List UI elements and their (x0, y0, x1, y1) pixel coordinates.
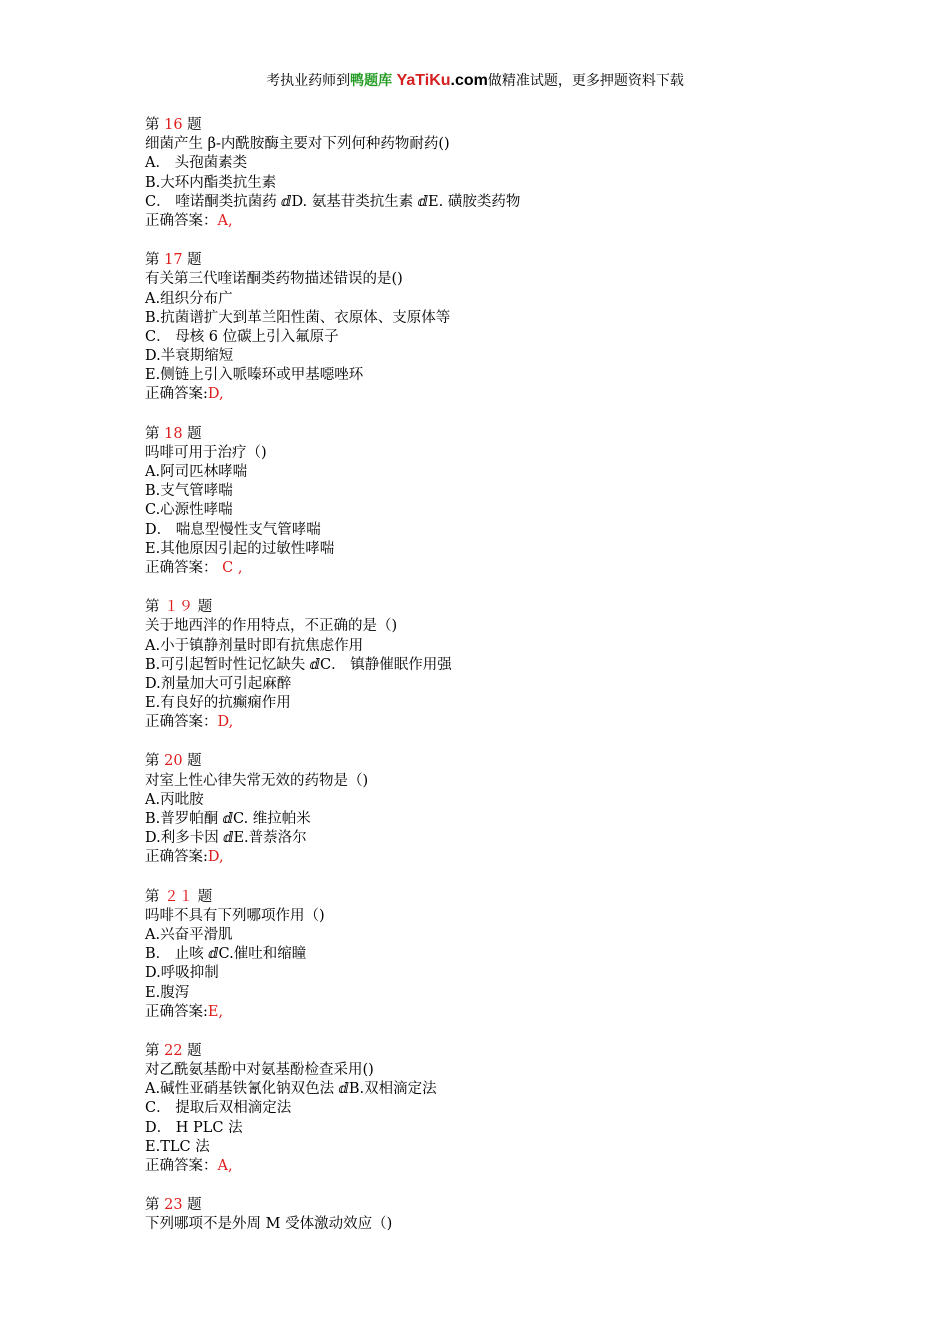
question-option: E.有良好的抗癫痫作用 (145, 695, 291, 712)
correct-answer-label: 正确答案: (145, 1003, 208, 1020)
question-title-suffix: 题 (182, 252, 202, 269)
question-option: A.组织分布广 (145, 290, 233, 307)
correct-answer-label: 正确答案： (145, 212, 218, 229)
question-block (145, 888, 905, 1022)
question-title-suffix: 题 (182, 753, 202, 770)
question-title (145, 1042, 905, 1061)
question-title-suffix: 题 (182, 425, 202, 442)
question-title-prefix: 第 (145, 117, 165, 133)
question-option: E.腹泻 (145, 984, 190, 1001)
correct-answer-label: 正确答案： (145, 714, 218, 731)
question-option: A.丙吡胺 (145, 791, 204, 808)
question-option: D.利多卡因 ⅆE.普萘洛尔 (145, 830, 307, 847)
question-title-prefix: 第 (145, 599, 165, 616)
question-stem: 下列哪项不是外周 M 受体激动效应（) (145, 1216, 393, 1233)
question-block (145, 425, 905, 579)
question-option: C． 母核 6 位碳上引入氟原子 (145, 328, 339, 345)
question-title-prefix: 第 (145, 753, 165, 770)
correct-answer-label: 正确答案: (145, 849, 208, 866)
question-option: B.大环内酯类抗生素 (145, 174, 277, 191)
correct-answer-label: 正确答案： (145, 1158, 218, 1174)
question-option: A.阿司匹林哮喘 (145, 464, 248, 480)
question-option: B． 止咳 ⅆC.催吐和缩瞳 (145, 946, 307, 963)
correct-answer-value: E, (207, 1003, 224, 1020)
header-brand-en: YaTiKu (396, 72, 451, 89)
question-title (145, 888, 905, 907)
question-stem: 对乙酰氨基酚中对氨基酚检查采用() (145, 1062, 374, 1079)
question-stem: 细菌产生 β-内酰胺酶主要对下列何种药物耐药() (145, 136, 450, 153)
question-number: ２１ (164, 888, 194, 905)
question-title-prefix: 第 (145, 888, 165, 905)
correct-answer (145, 1157, 905, 1176)
correct-answer (145, 212, 905, 231)
question-number: 23 (164, 1197, 183, 1214)
question-stem: 吗啡可用于治疗（) (145, 444, 267, 461)
header-brand-domain: .com (450, 72, 488, 89)
question-option: E.TLC 法 (145, 1138, 210, 1155)
question-option: D.剂量加大可引起麻醉 (145, 675, 292, 692)
question-title-suffix: 题 (193, 888, 213, 905)
question-option: D.半衰期缩短 (145, 348, 234, 365)
question-block (145, 752, 905, 867)
question-title (145, 752, 905, 771)
question-title-suffix: 题 (182, 117, 202, 133)
question-title-suffix: 题 (193, 599, 213, 616)
question-title-prefix: 第 (145, 1042, 165, 1059)
question-option: B.可引起暂时性记忆缺失 ⅆC． 镇静催眠作用强 (145, 656, 452, 673)
question-number: 18 (164, 425, 183, 442)
correct-answer-label: 正确答案: (145, 386, 208, 403)
question-stem: 关于地西泮的作用特点，不正确的是（) (145, 618, 398, 635)
correct-answer-value: D, (217, 714, 234, 731)
correct-answer-value: D, (207, 386, 224, 403)
question-number: 20 (164, 753, 183, 770)
question-title (145, 116, 905, 135)
question-block (145, 251, 905, 405)
page-header (0, 72, 950, 90)
question-option: B.支气管哮喘 (145, 483, 233, 500)
question-block (145, 1042, 905, 1176)
correct-answer-label: 正确答案： (145, 559, 218, 576)
correct-answer (145, 559, 905, 578)
question-number: 16 (164, 117, 183, 133)
correct-answer (145, 713, 905, 732)
question-title (145, 1196, 905, 1215)
question-title (145, 425, 905, 444)
question-title-prefix: 第 (145, 425, 165, 442)
question-option: A． 头孢菌素类 (145, 155, 248, 172)
question-option: E.侧链上引入哌嗪环或甲基噁唑环 (145, 367, 364, 384)
question-option: A.小于镇静剂量时即有抗焦虑作用 (145, 637, 364, 654)
question-option: D． H PLC 法 (145, 1119, 243, 1136)
question-option: E.其他原因引起的过敏性哮喘 (145, 540, 335, 557)
question-list (145, 116, 905, 1255)
correct-answer (145, 848, 905, 867)
question-title-suffix: 题 (182, 1197, 202, 1214)
question-option: D． 喘息型慢性支气管哮喘 (145, 521, 321, 538)
header-brand-cn: 鸭题库 (350, 73, 393, 89)
question-option: D.呼吸抑制 (145, 965, 219, 982)
question-title (145, 251, 905, 270)
question-block (145, 598, 905, 732)
question-stem: 有关第三代喹诺酮类药物描述错误的是() (145, 271, 403, 288)
question-block (145, 1196, 905, 1234)
question-number: 17 (164, 252, 183, 269)
header-prefix: 考执业药师到 (266, 73, 351, 89)
correct-answer-value: A, (217, 212, 233, 229)
correct-answer-value: D, (207, 849, 224, 866)
question-title-prefix: 第 (145, 1197, 165, 1214)
correct-answer (145, 1003, 905, 1022)
question-number: １９ (164, 599, 194, 616)
question-option: C.心源性哮喘 (145, 502, 233, 519)
question-option: B.普罗帕酮 ⅆC. 维拉帕米 (145, 811, 311, 827)
question-number: 22 (164, 1042, 183, 1059)
question-stem: 吗啡不具有下列哪项作用（) (145, 907, 325, 924)
correct-answer-value: C , (217, 559, 243, 576)
correct-answer-value: A, (217, 1158, 233, 1174)
correct-answer (145, 385, 905, 404)
question-title-prefix: 第 (145, 252, 165, 269)
header-suffix: 做精准试题，更多押题资料下载 (487, 73, 684, 89)
question-title-suffix: 题 (182, 1042, 202, 1059)
question-option: C． 提取后双相滴定法 (145, 1100, 292, 1117)
question-block (145, 116, 905, 231)
question-stem: 对室上性心律失常无效的药物是（) (145, 772, 369, 789)
question-option: B.抗菌谱扩大到革兰阳性菌、衣原体、支原体等 (145, 309, 451, 326)
question-title (145, 598, 905, 617)
question-option: C． 喹诺酮类抗菌药 ⅆD. 氨基苷类抗生素 ⅆE. 磺胺类药物 (145, 193, 521, 210)
question-option: A.兴奋平滑肌 (145, 926, 233, 943)
question-option: A.碱性亚硝基铁氰化钠双色法 ⅆB.双相滴定法 (145, 1081, 437, 1098)
